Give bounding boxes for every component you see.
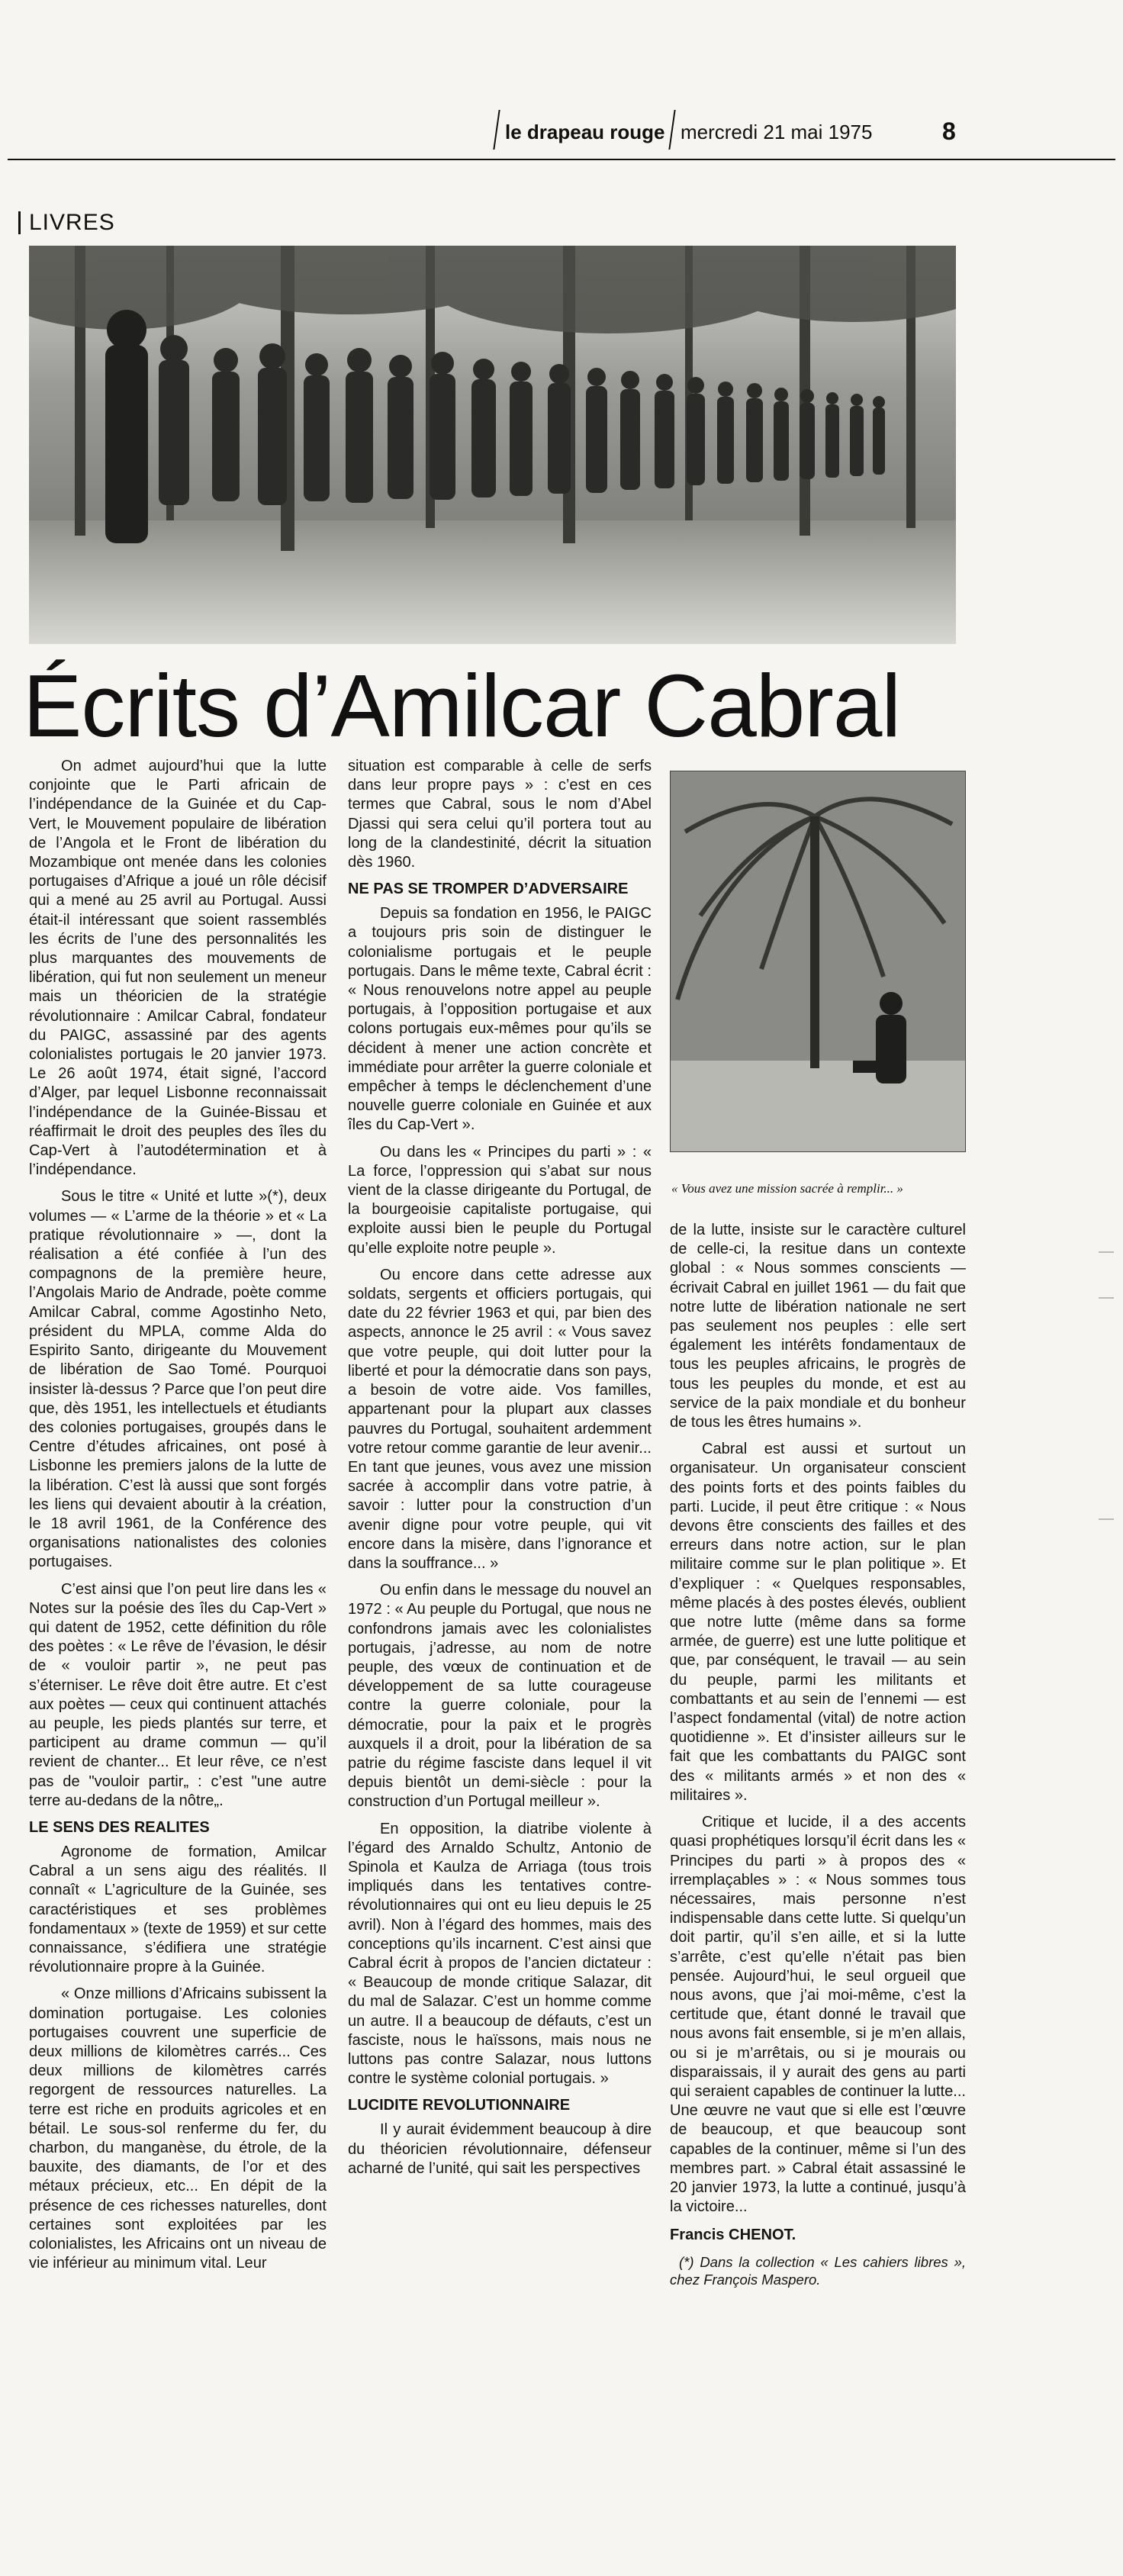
subheading: LUCIDITE REVOLUTIONNAIRE (348, 2097, 571, 2114)
paragraph: Sous le titre « Unité et lutte »(*), deux volumes — « L’arme de la théorie » et « La pratique révolutionnaire » —, dont la réalisation a été confiée à l’un des compagnons de la première heure, l’Angolais Mario de Andrade, poète comme Amilcar Cabral, comme Agostinho Neto, président du MPLA, comme Alda do Espirito Santo, dirigeante du Mouvement de libération de Sao Tomé. Pourquoi insister là-dessus ? Parce que l’on peut dire que, dès 1951, les intellectuels et étudiants des colonies portugaises, groupés dans le Centre d’études africaines, ont posé à Lisbonne les premiers jalons de la lutte de la libération. C’est là aussi que sont forgés les liens qui devaient aboutir à la création, le 18 avril 1961, de la Conférence des organisations nationalistes des colonies portugaises. (29, 1188, 327, 1571)
scan-mark (1099, 1251, 1114, 1253)
masthead-divider (493, 110, 500, 150)
paragraph: situation est comparable à celle de serfs dans leur propre pays » : c’est en ces termes que Cabral, sous le nom d’Abel Djassi qui sera celui qu’il portera tout au long de la clandestinité, décrit la situation dès 1960. (348, 758, 652, 871)
paragraph: Ou dans les « Principes du parti » : « La force, l’oppression qui s’abat sur nous vient de la classe dirigeante du Portugal, de la bourgeoisie capitaliste portugaise, qui exploite aussi bien le peuple du Portugal qu’elle exploite notre peuple ». (348, 1143, 652, 1257)
subheading: NE PAS SE TROMPER D’ADVERSAIRE (348, 881, 629, 898)
section-tick (18, 211, 21, 234)
photo-soldier-under-palm-icon (670, 771, 966, 1152)
article-column-1 (29, 757, 327, 2281)
paragraph: Ou encore dans cette adresse aux soldats, sergents et officiers portugais, qui date du 22 février 1963 et qui, par bien des aspects, annonce le 25 avril : « Vous savez que votre peuple, qui doit lutter pour la liberté et pour la démocratie dans son pays, a besoin de votre aide. Vos familles, appartenant pour la plupart aux classes pauvres du Portugal, souhaitent ardemment votre retour comme garantie de leur avenir... En tant que jeunes, vous avez une mission sacrée à accomplir dans votre patrie, à savoir : lutter pour la construction d’un avenir digne pour votre peuple, qui vit encore dans la misère, dans l’ignorance et dans la souffrance... » (348, 1266, 652, 1572)
side-photo-graphic (670, 771, 966, 1152)
headline: Écrits d’Amilcar Cabral (23, 656, 901, 755)
paragraph: Il y aurait évidemment beaucoup à dire du théoricien révolutionnaire, défenseur acharné de l’unité, qui sait les perspectives (348, 2121, 652, 2177)
masthead (496, 113, 969, 148)
main-photo-graphic (29, 246, 956, 644)
paragraph: Cabral est aussi et surtout un organisateur. Un organisateur conscient des points forts et des points faibles du parti. Lucide, il peut être critique : « Nous devons être conscients des failles et des erreurs dans notre action, sur le plan militaire comme sur le plan politique ». Et d’expliquer : « Quelques responsables, même placés à des postes élevés, oublient que notre lutte (même dans sa forme armée, de guerre) est une lutte politique et que, par conséquent, le travail — au sein du peuple, parmi les militants et combattants et au sein de l’ennemi — est l’aspect fondamental (vital) de notre action quotidienne ». Et d’insister ailleurs sur le fait que les combattants du PAIGC sont des « militants armés » et non des « militaires ». (670, 1441, 966, 1804)
paragraph: C’est ainsi que l’on peut lire dans les « Notes sur la poésie des îles du Cap-Vert » qui datent de 1952, cette définition du rôle des poètes : « Le rêve de l’évasion, le désir de « vouloir partir », ne peut pas s’éterniser. Le rêve doit être autre. Et c’est aux poètes — ceux qui continuent attachés au peuple, les pieds plantés sur terre, et participent au drame commun — qu’il revient de chanter... Et leur rêve, ce n’est pas de "vouloir partir„ : c’est "une autre terre au-dedans de la nôtre„. (29, 1580, 327, 1809)
paragraph: Agronome de formation, Amilcar Cabral a un sens aigu des réalités. Il connaît « L’agriculture de la Guinée, ses caractéristiques et ses problèmes fondamentaux » (texte de 1959) et sur cette connaissance, s’édifiera une stratégie révolutionnaire propre à la Guinée. (29, 1843, 327, 1976)
paragraph: Ou enfin dans le message du nouvel an 1972 : « Au peuple du Portugal, que nous ne confondrons jamais avec les colonialistes portugais, j’adresse, au nom de notre peuple, des vœux de continuation et de développement de sa lutte courageuse contre la guerre coloniale, pour la démocratie, pour la paix et le progrès auxquels il a droit, pour la libération de sa patrie du régime fasciste dans lequel il vit depuis bientôt un demi-siècle : pour la construction d’un Portugal meilleur ». (348, 1582, 652, 1811)
article-column-2 (348, 757, 652, 2186)
paragraph: Depuis sa fondation en 1956, le PAIGC a toujours pris soin de distinguer le colonialisme portugais et le peuple portugais. Dans le même texte, Cabral écrit : « Nous renouvelons notre appel au peuple portugais, à l’opposition portugaise et aux colons portugais eux-mêmes pour qu’ils se décident à mener une action concrète et immédiate pour arrêter la guerre coloniale et empêcher à temps le déclenchement d’une nouvelle guerre coloniale en Guinée et aux îles du Cap-Vert ». (348, 905, 652, 1134)
top-rule (8, 159, 1115, 160)
section-label-text: LIVRES (29, 210, 115, 235)
paragraph: Critique et lucide, il a des accents quasi prophétiques lorsqu’il écrit dans les « Principes du parti » à propos des « irremplaçables » : « Nous sommes tous nécessaires, mais personne n’est indispensable dans cette lutte. Si quelqu’un doit partir, qu’il s’en aille, et si la lutte s’arrête, c’est qu’elle n’était pas bien pensée. Aujourd’hui, le seul orgueil que nous avons, que j’ai moi-même, c’est la certitude que, étant donné le travail que nous avons fait ensemble, si je m’en allais, ou si je m’arrêtais, ou si je mourais ou disparaissais, il y aurait des gens au parti qui seraient capables de continuer la lutte... Une œuvre ne vaut que si elle est l’œuvre de beaucoup, et que beaucoup sont capables de la continuer, même si l’un des membres part. » Cabral était assassiné le 20 janvier 1973, la lutte a continué, jusqu’à la victoire... (670, 1814, 966, 2216)
scan-mark (1099, 1297, 1114, 1299)
author-signature: Francis CHENOT. (670, 2227, 796, 2244)
footnote: (*) Dans la collection « Les cahiers libres », chez François Maspero. (670, 2253, 966, 2288)
page-number: 8 (942, 118, 956, 145)
subheading: LE SENS DES REALITES (29, 1818, 210, 1836)
masthead-divider (668, 110, 675, 150)
paragraph: de la lutte, insiste sur le caractère culturel de celle-ci, la resitue dans un contexte global : « Nous sommes conscients — écrivait Cabral en juillet 1961 — du fait que notre lutte de libération nationale ne sert pas seulement nos peuples : elle sert également les intérêts fondamentaux de tous les peuples africains, le progrès de tous les peuples du monde, et est au service de la paix mondiale et du bonheur de tous les êtres humains ». (670, 1222, 966, 1431)
section-label (29, 210, 115, 236)
article-column-3 (670, 1221, 966, 2296)
issue-date: mercredi 21 mai 1975 (681, 121, 873, 143)
paragraph: On admet aujourd’hui que la lutte conjointe que le Parti africain de l’indépendance de la Guinée et du Cap-Vert, le Mouvement populaire de libération de l’Angola et le Front de libération du Mozambique ont menée dans les colonies portugaises d’Afrique a joué un rôle décisif qui a mené au 25 avril au Portugal. Aussi était-il intéressant que soient rassemblés les écrits de l’une des personnalités les plus marquantes des mouvements de libération, qui fut non seulement un meneur mais un théoricien de la stratégie révolutionnaire : Amilcar Cabral, fondateur du PAIGC, assassiné par des agents colonialistes portugais le 20 janvier 1973. Le 26 août 1974, était signé, l’accord d’Alger, par lequel Lisbonne reconnaissait l’indépendance de la Guinée-Bissau et réaffirmait le droit des peuples des îles du Cap-Vert à l’autodétermination et à l’indépendance. (29, 758, 327, 1179)
paragraph: « Onze millions d’Africains subissent la domination portugaise. Les colonies portugaises couvrent une superficie de deux millions de kilomètres carrés... Ces deux millions de kilomètres carrés regorgent de ressources naturelles. La terre est riche en produits agricoles et en bétail. Le sous-sol renferme du fer, du charbon, du manganèse, du étrole, de la bauxite, des diamants, de l’or et des métaux précieux, etc... En dépit de la présence de ces richesses naturelles, dont certaines sont exploitées par les colonialistes, les Africains ont un niveau de vie inférieur au minimum vital. Leur (29, 1985, 327, 2272)
paragraph: En opposition, la diatribe violente à l’égard des Arnaldo Schultz, Antonio de Spinola et Kaulza de Arriaga (tous trois impliqués dans les tentatives contre-révolutionnaires qui ont eu lieu depuis le 25 avril). Non à l’égard des hommes, mais des conceptions qu’ils incarnent. C’est ainsi que Cabral écrit à propos de l’ancien dictateur : « Beaucoup de monde critique Salazar, dit du mal de Salazar. C’est un homme comme un autre. Il a beaucoup de défauts, c’est un fasciste, nous le haïssons, mais nous ne luttons pas contre Salazar, nous luttons contre le système colonial portugais. » (348, 1820, 652, 2088)
newspaper-name: le drapeau rouge (505, 121, 665, 143)
photo-troops-in-forest-icon (29, 246, 956, 644)
side-photo-caption: « Vous avez une mission sacrée à remplir... » (671, 1181, 903, 1196)
scan-mark (1099, 1518, 1114, 1520)
